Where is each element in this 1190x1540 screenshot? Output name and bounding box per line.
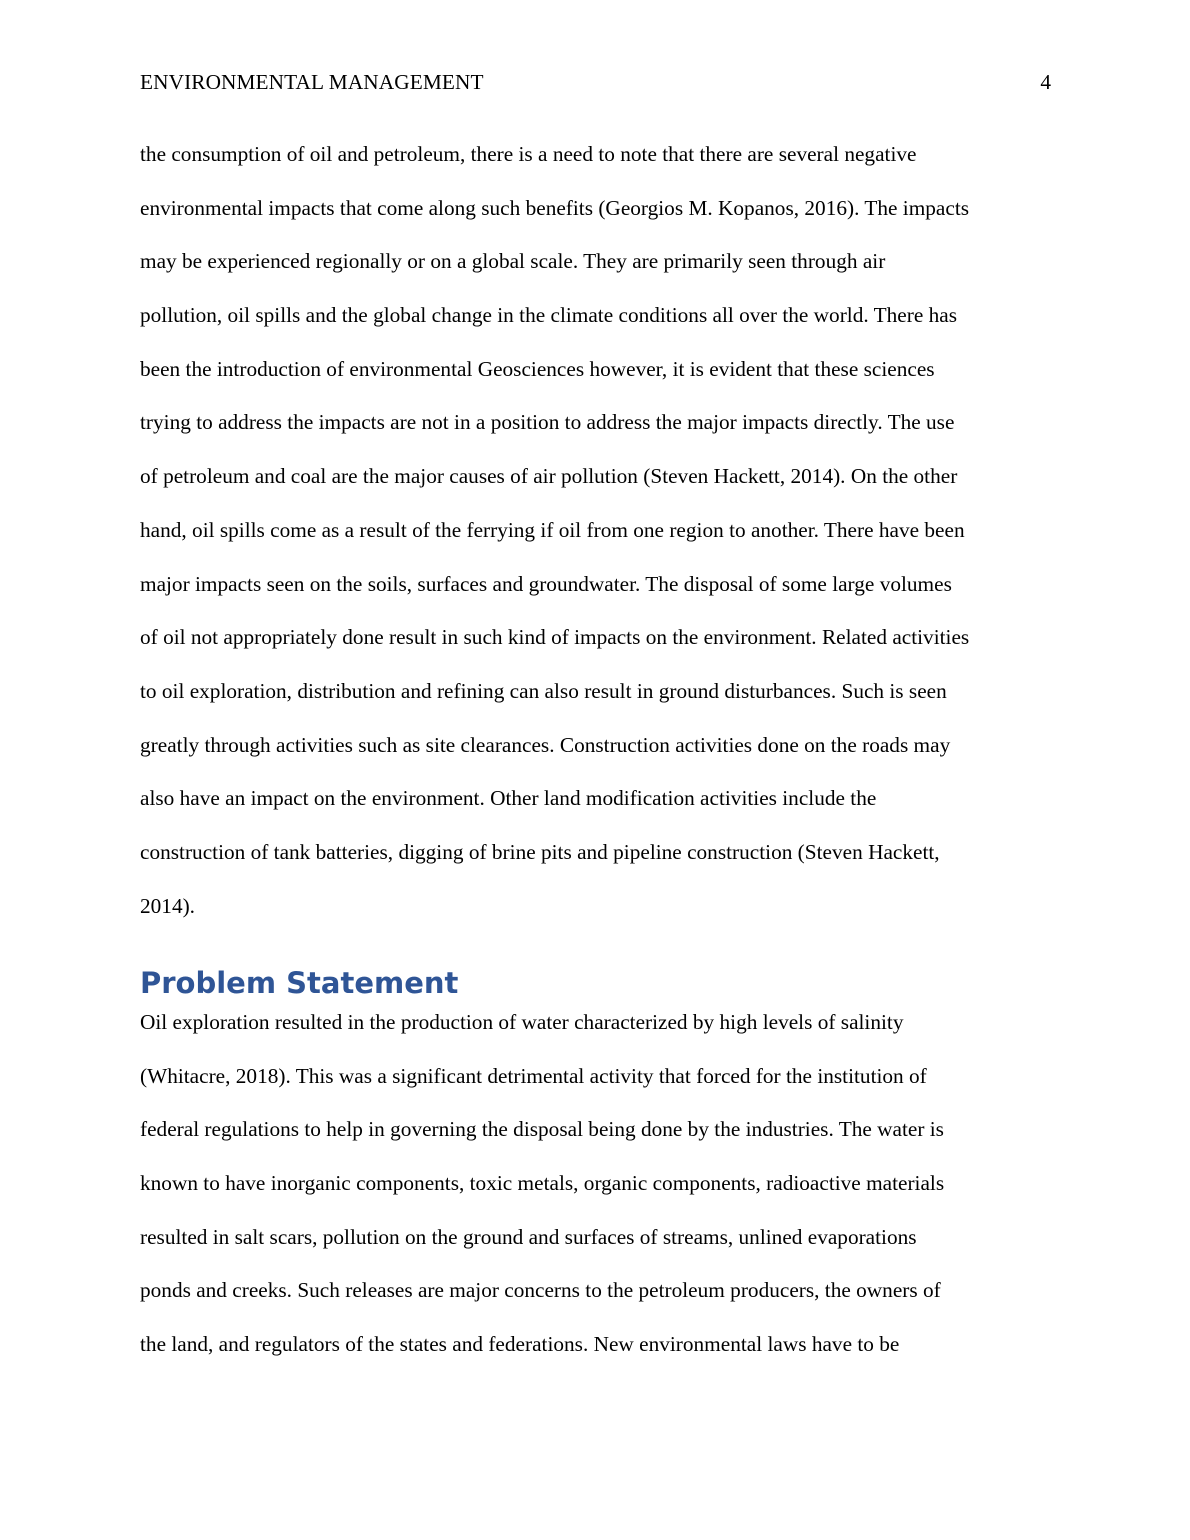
paragraph-line: been the introduction of environmental Geosciences however, it is evident that these sciences (140, 356, 935, 381)
paragraph-line: the land, and regulators of the states and federations. New environmental laws have to be (140, 1332, 900, 1357)
body-paragraph-1 (140, 139, 1065, 944)
paragraph-line: of oil not appropriately done result in such kind of impacts on the environment. Related activities (140, 625, 970, 650)
body-paragraph-2 (140, 1007, 1065, 1383)
paragraph-line: (Whitacre, 2018). This was a significant detrimental activity that forced for the institution of (140, 1063, 927, 1088)
paragraph-line: pollution, oil spills and the global change in the climate conditions all over the world. There has (140, 303, 957, 328)
paragraph-line: trying to address the impacts are not in a position to address the major impacts directly. The use (140, 410, 955, 435)
paragraph-line: Oil exploration resulted in the production of water characterized by high levels of salinity (140, 1010, 904, 1034)
paragraph-line: ponds and creeks. Such releases are major concerns to the petroleum producers, the owners of (140, 1278, 941, 1303)
paragraph-line: resulted in salt scars, pollution on the ground and surfaces of streams, unlined evaporations (140, 1224, 917, 1249)
page-number: 4 (1040, 70, 1051, 94)
paragraph-line: may be experienced regionally or on a global scale. They are primarily seen through air (140, 249, 886, 274)
paragraph-line: 2014). (140, 893, 196, 918)
paragraph-line: of petroleum and coal are the major causes of air pollution (Steven Hackett, 2014). On the other (140, 464, 958, 489)
paragraph-line: environmental impacts that come along such benefits (Georgios M. Kopanos, 2016). The impacts (140, 195, 970, 220)
paragraph-line: construction of tank batteries, digging of brine pits and pipeline construction (Steven Hackett, (140, 839, 940, 864)
paragraph-line: known to have inorganic components, toxic metals, organic components, radioactive materials (140, 1171, 945, 1196)
paragraph-line: the consumption of oil and petroleum, there is a need to note that there are several negative (140, 142, 917, 166)
paragraph-line: also have an impact on the environment. Other land modification activities include the (140, 786, 877, 811)
running-header (140, 70, 1051, 100)
paragraph-line: federal regulations to help in governing the disposal being done by the industries. The water is (140, 1117, 944, 1142)
paragraph-line: major impacts seen on the soils, surfaces and groundwater. The disposal of some large volumes (140, 571, 952, 596)
section-heading-problem-statement: Problem Statement (140, 966, 459, 1000)
paragraph-line: hand, oil spills come as a result of the ferrying if oil from one region to another. There have been (140, 517, 965, 542)
running-title: ENVIRONMENTAL MANAGEMENT (140, 70, 484, 94)
paragraph-line: to oil exploration, distribution and refining can also result in ground disturbances. Such is seen (140, 678, 947, 703)
paragraph-line: greatly through activities such as site clearances. Construction activities done on the roads may (140, 732, 951, 757)
